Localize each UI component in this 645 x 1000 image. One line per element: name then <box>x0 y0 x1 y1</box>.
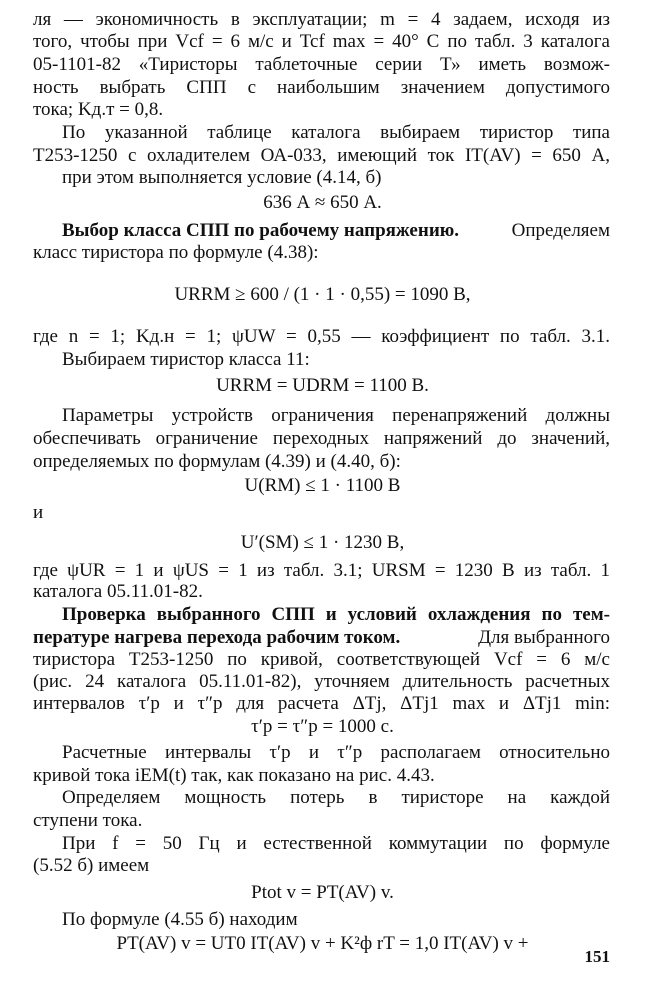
text-line: Выбираем тиристор класса 11: <box>62 349 310 370</box>
equation: Ptot v = PT(AV) v. <box>251 882 394 903</box>
text-line: Параметры устройств ограничения перенапряжений должны <box>62 405 610 426</box>
text-line: ступени тока. <box>33 810 143 831</box>
equation: PT(AV) v = UT0 IT(AV) v + K²ф rT = 1,0 IT(AV) v + <box>116 933 529 954</box>
text-line: По формуле (4.55 б) находим <box>62 909 298 930</box>
text-line: При f = 50 Гц и естественной коммутации по формуле <box>62 833 610 854</box>
heading-line <box>62 220 610 242</box>
text-line: кривой тока iEM(t) так, как показано на рис. 4.43. <box>33 765 435 786</box>
text-line: и <box>33 502 44 523</box>
equation: URRM ≥ 600 / (1 · 1 · 0,55) = 1090 В, <box>174 284 471 305</box>
text-line: ность выбрать СПП с наибольшим значением допустимого <box>33 77 610 98</box>
text-line: По указанной таблице каталога выбираем тиристор типа <box>62 122 610 143</box>
equation: URRM = UDRM = 1100 В. <box>216 375 429 396</box>
text-line: 05-1101-82 «Тиристоры таблеточные серии Т» иметь возмож- <box>33 54 610 75</box>
section-heading: Проверка выбранного СПП и условий охлаждения по тем- <box>62 604 610 625</box>
text-line: где ψUR = 1 и ψUS = 1 из табл. 3.1; URSM = 1230 В из табл. 1 <box>33 560 610 581</box>
text-line: класс тиристора по формуле (4.38): <box>33 242 319 263</box>
text-line: Определяем мощность потерь в тиристоре на каждой <box>62 787 610 808</box>
text-fragment: Определяем <box>511 220 610 241</box>
text-fragment: Для выбранного <box>478 627 610 648</box>
text-line: где n = 1; Kд.н = 1; ψUW = 0,55 — коэффициент по табл. 3.1. <box>33 326 610 347</box>
heading-line <box>33 627 610 649</box>
text-line: обеспечивать ограничение переходных напряжений до значений, <box>33 428 610 449</box>
text-line: Расчетные интервалы τ′р и τ″р располагаем относительно <box>62 742 610 763</box>
text-line: того, чтобы при Vcf = 6 м/с и Tcf max = 40° С по табл. 3 каталога <box>33 31 610 52</box>
equation: U′(SM) ≤ 1 · 1230 В, <box>240 532 405 553</box>
text-line: определяемых по формулам (4.39) и (4.40, б): <box>33 451 401 472</box>
text-line: каталога 05.11.01-82. <box>33 581 203 602</box>
section-heading: Выбор класса СПП по рабочему напряжению. <box>62 220 460 241</box>
text-line: тиристора Т253-1250 по кривой, соответствующей Vcf = 6 м/с <box>33 649 610 670</box>
text-line: при этом выполняется условие (4.14, б) <box>62 167 382 188</box>
text-line: (рис. 24 каталога 05.11.01-82), уточняем длительность расчетных <box>33 671 610 692</box>
text-line: интервалов τ′р и τ″р для расчета ΔTj, ΔTj1 max и ΔTj1 min: <box>33 693 610 714</box>
equation: τ′р = τ″р = 1000 с. <box>251 716 394 737</box>
equation: 636 А ≈ 650 А. <box>263 192 382 213</box>
section-heading: пературе нагрева перехода рабочим током. <box>33 627 401 648</box>
equation: U(RM) ≤ 1 · 1100 В <box>244 475 401 496</box>
text-line: Т253-1250 с охладителем ОА-033, имеющий ток IT(AV) = 650 А, <box>33 145 610 166</box>
text-line: тока; Kд.т = 0,8. <box>33 99 164 120</box>
page-number: 151 <box>584 947 610 966</box>
text-line: (5.52 б) имеем <box>33 855 150 876</box>
text-line: ля — экономичность в эксплуатации; m = 4 задаем, исходя из <box>33 9 610 30</box>
